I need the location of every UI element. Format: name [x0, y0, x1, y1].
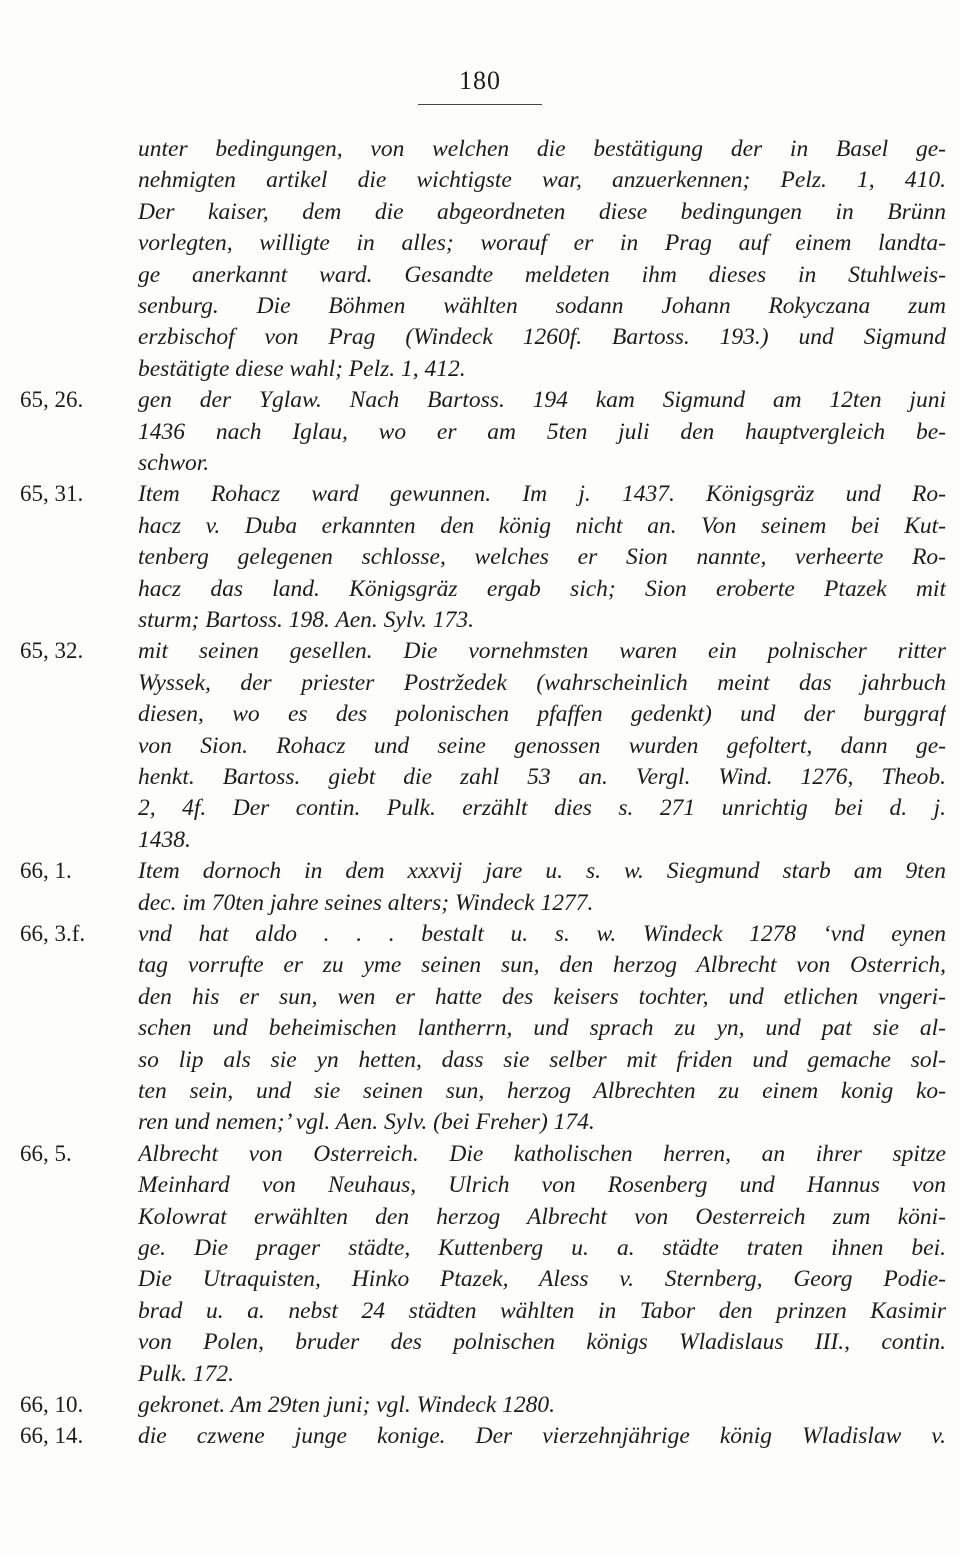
line-text: hacz v. Duba erkannten den könig nicht an. Von seinem bei Kut- [138, 513, 946, 539]
line-text: Albrecht von Osterreich. Die katholischen herren, an ihrer spitze [138, 1141, 946, 1167]
margin-reference: 66, 10. [20, 1392, 84, 1417]
line-text: hacz das land. Königsgräz ergab sich; Sion eroberte Ptazek mit [138, 576, 946, 602]
line-text: nehmigten artikel die wichtigste war, anzuerkennen; Pelz. 1, 410. [138, 167, 946, 193]
text-line [0, 731, 960, 761]
line-text: henkt. Bartoss. giebt die zahl 53 an. Vergl. Wind. 1276, Theob. [138, 764, 946, 790]
margin-reference: 66, 5. [20, 1141, 72, 1166]
text-line [0, 385, 960, 415]
margin-reference: 66, 14. [20, 1423, 84, 1448]
margin-reference: 66, 1. [20, 858, 72, 883]
line-text: sturm; Bartoss. 198. Aen. Sylv. 173. [138, 607, 474, 633]
header-rule [418, 104, 542, 105]
text-line [0, 1013, 960, 1043]
line-text: Wyssek, der priester Postržedek (wahrscheinlich meint das jahrbuch [138, 670, 946, 696]
line-text: Der kaiser, dem die abgeordneten diese bedingungen in Brünn [138, 199, 946, 225]
text-line [0, 479, 960, 509]
line-text: senburg. Die Böhmen wählten sodann Johann Rokyczana zum [138, 293, 946, 319]
text-line [0, 668, 960, 698]
line-text: tenberg gelegenen schlosse, welches er Sion nannte, verheerte Ro- [138, 544, 946, 570]
line-text: von Sion. Rohacz und seine genossen wurden gefoltert, dann ge- [138, 733, 946, 759]
line-text: den his er sun, wen er hatte des keisers tochter, und etlichen vngeri- [138, 984, 946, 1010]
text-line [0, 982, 960, 1012]
text-line [0, 856, 960, 886]
line-text: gekronet. Am 29ten juni; vgl. Windeck 1280. [138, 1392, 556, 1418]
text-line [0, 1045, 960, 1075]
line-text: die czwene junge konige. Der vierzehnjährige könig Wladislaw v. [138, 1423, 946, 1449]
line-text: 1438. [138, 827, 191, 853]
text-line [0, 1233, 960, 1263]
text-line [0, 1107, 960, 1137]
text-line [0, 542, 960, 572]
text-line [0, 888, 960, 918]
text-line [0, 1264, 960, 1294]
line-text: Meinhard von Neuhaus, Ulrich von Rosenberg und Hannus von [138, 1172, 946, 1198]
page-number: 180 [459, 66, 501, 95]
text-line [0, 1202, 960, 1232]
text-line [0, 1076, 960, 1106]
line-text: bestätigte diese wahl; Pelz. 1, 412. [138, 356, 466, 382]
text-line [0, 260, 960, 290]
text-line [0, 1327, 960, 1357]
line-text: 1436 nach Iglau, wo er am 5ten juli den hauptvergleich be- [138, 419, 946, 445]
line-text: ge. Die prager städte, Kuttenberg u. a. städte traten ihnen bei. [138, 1235, 946, 1261]
text-line [0, 165, 960, 195]
line-text: gen der Yglaw. Nach Bartoss. 194 kam Sigmund am 12ten juni [138, 387, 946, 413]
text-line [0, 197, 960, 227]
text-line [0, 1170, 960, 1200]
text-line [0, 1359, 960, 1389]
line-text: erzbischof von Prag (Windeck 1260f. Bartoss. 193.) und Sigmund [138, 324, 946, 350]
text-line [0, 574, 960, 604]
text-line [0, 825, 960, 855]
text-line [0, 919, 960, 949]
line-text: schen und beheimischen lantherrn, und sprach zu yn, und pat sie al- [138, 1015, 946, 1041]
text-line [0, 134, 960, 164]
line-text: ten sein, und sie seinen sun, herzog Albrechten zu einem konig ko- [138, 1078, 946, 1104]
line-text: Kolowrat erwählten den herzog Albrecht von Oesterreich zum köni- [138, 1204, 946, 1230]
text-line [0, 1390, 960, 1420]
text-line [0, 1421, 960, 1451]
line-text: ge anerkannt ward. Gesandte meldeten ihm dieses in Stuhlweis- [138, 262, 946, 288]
line-text: Item Rohacz ward gewunnen. Im j. 1437. Königsgräz und Ro- [138, 481, 946, 507]
line-text: brad u. a. nebst 24 städten wählten in Tabor den prinzen Kasimir [138, 1298, 946, 1324]
line-text: so lip als sie yn hetten, dass sie selber mit friden und gemache sol- [138, 1047, 946, 1073]
text-line [0, 511, 960, 541]
text-line [0, 291, 960, 321]
line-text: dec. im 70ten jahre seines alters; Windeck 1277. [138, 890, 594, 916]
line-text: mit seinen gesellen. Die vornehmsten waren ein polnischer ritter [138, 638, 946, 664]
line-text: ren und nemen;’ vgl. Aen. Sylv. (bei Freher) 174. [138, 1109, 595, 1135]
line-text: Pulk. 172. [138, 1361, 234, 1387]
text-line [0, 762, 960, 792]
text-line [0, 417, 960, 447]
line-text: 2, 4f. Der contin. Pulk. erzählt dies s. 271 unrichtig bei d. j. [138, 795, 946, 821]
text-line [0, 322, 960, 352]
line-text: vnd hat aldo . . . bestalt u. s. w. Windeck 1278 ‘vnd eynen [138, 921, 946, 947]
text-line [0, 605, 960, 635]
line-text: schwor. [138, 450, 210, 476]
margin-reference: 65, 32. [20, 638, 84, 663]
text-line [0, 1296, 960, 1326]
line-text: Die Utraquisten, Hinko Ptazek, Aless v. Sternberg, Georg Podie- [138, 1266, 946, 1292]
text-line [0, 950, 960, 980]
text-line [0, 636, 960, 666]
line-text: unter bedingungen, von welchen die bestätigung der in Basel ge- [138, 136, 946, 162]
text-line [0, 228, 960, 258]
line-text: vorlegten, willigte in alles; worauf er in Prag auf einem landta- [138, 230, 946, 256]
line-text: Item dornoch in dem xxxvij jare u. s. w. Siegmund starb am 9ten [138, 858, 946, 884]
margin-reference: 65, 26. [20, 387, 84, 412]
text-line [0, 699, 960, 729]
margin-reference: 65, 31. [20, 481, 84, 506]
line-text: diesen, wo es des polonischen pfaffen gedenkt) und der burggraf [138, 701, 946, 727]
text-line [0, 448, 960, 478]
text-line [0, 793, 960, 823]
text-line [0, 354, 960, 384]
line-text: tag vorrufte er zu yme seinen sun, den herzog Albrecht von Osterrich, [138, 952, 946, 978]
margin-reference: 66, 3.f. [20, 921, 86, 946]
line-text: von Polen, bruder des polnischen königs Wladislaus III., contin. [138, 1329, 946, 1355]
text-line [0, 1139, 960, 1169]
